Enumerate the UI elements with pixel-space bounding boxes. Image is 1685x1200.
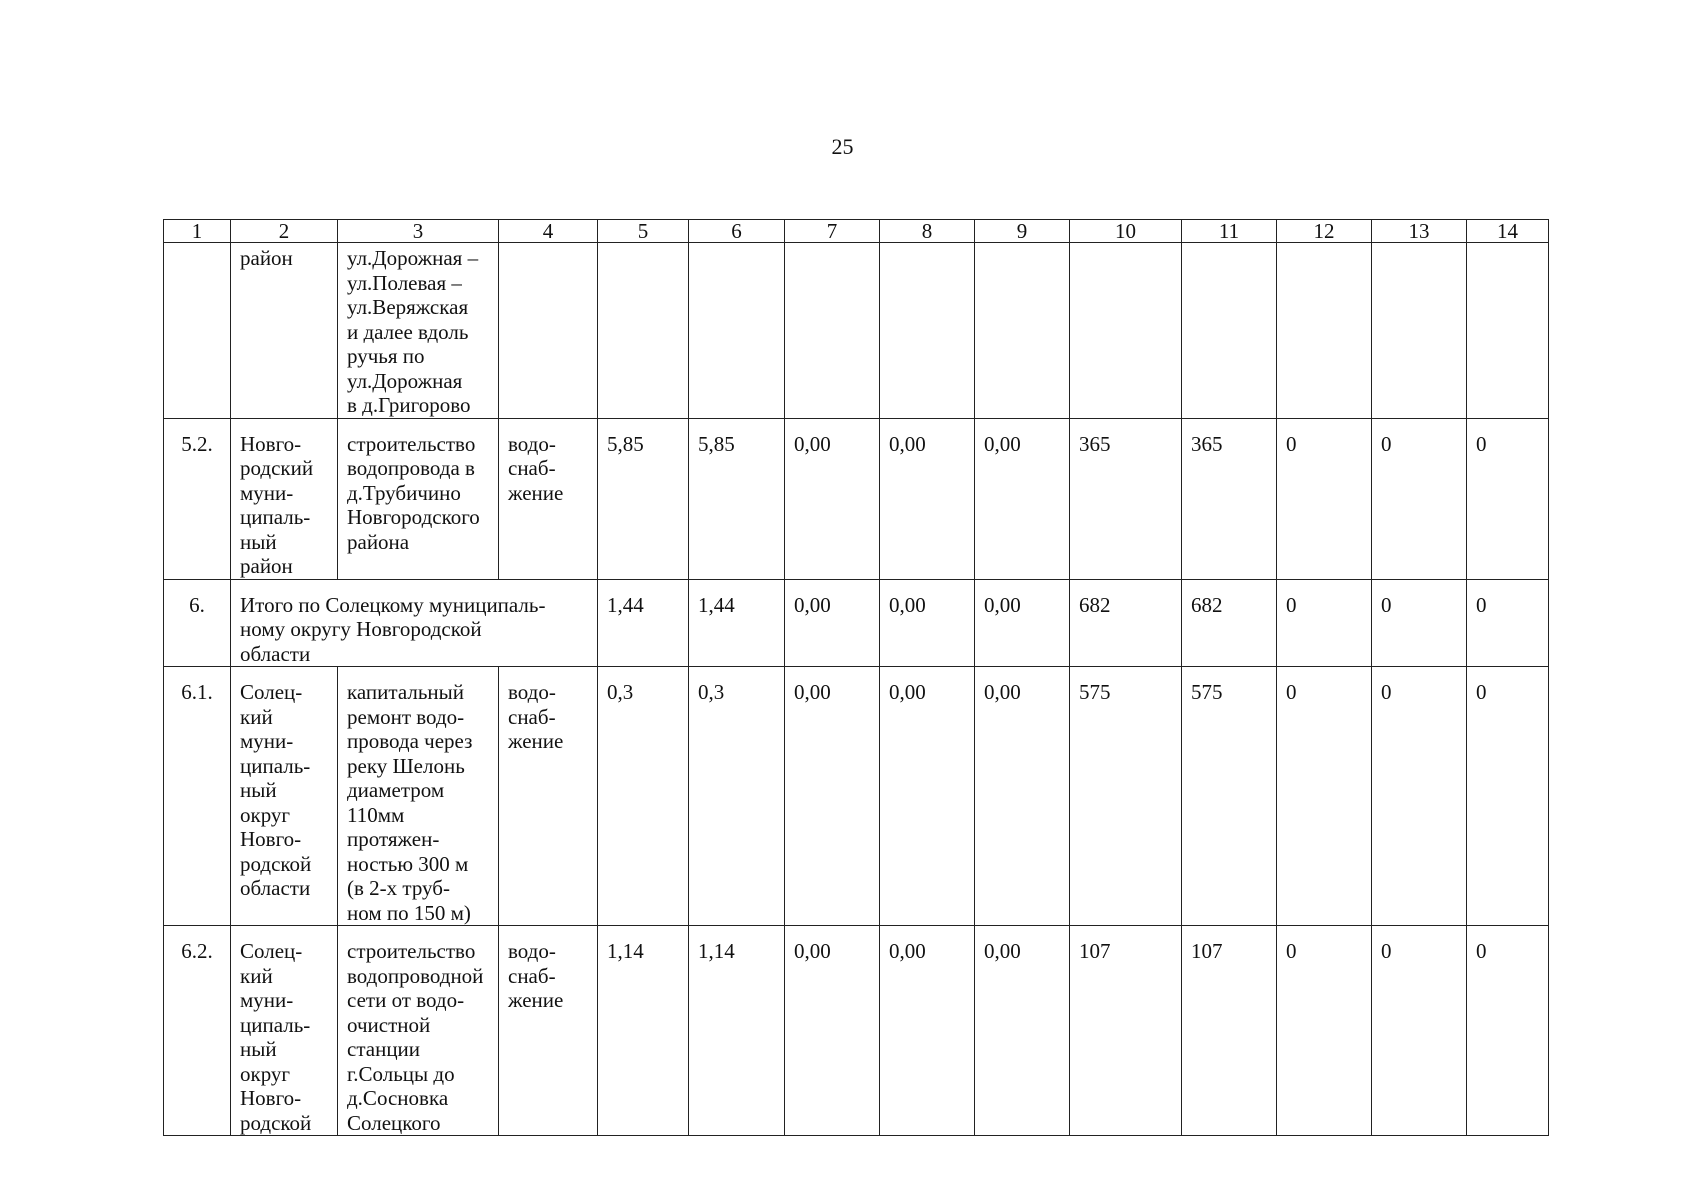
col-14-cell: 0: [1467, 579, 1549, 667]
column-number-cell: 11: [1182, 220, 1277, 243]
col-8-cell: 0,00: [880, 418, 975, 579]
col-10-cell: 682: [1070, 579, 1182, 667]
col-11-cell: 682: [1182, 579, 1277, 667]
table-row: [164, 579, 1549, 667]
column-number-cell: 14: [1467, 220, 1549, 243]
col-14-cell: 0: [1467, 926, 1549, 1136]
column-number-cell: 8: [880, 220, 975, 243]
col-9-cell: 0,00: [975, 418, 1070, 579]
budget-table: [163, 219, 1549, 1136]
col-14-cell: [1467, 243, 1549, 419]
col-13-cell: 0: [1372, 579, 1467, 667]
col-8-cell: 0,00: [880, 579, 975, 667]
col-6-cell: [689, 243, 785, 419]
col-5-cell: [598, 243, 689, 419]
col-number-cell: 6.2.: [164, 926, 231, 1136]
table-row: [164, 243, 1549, 419]
column-number-cell: 9: [975, 220, 1070, 243]
column-number-cell: 4: [499, 220, 598, 243]
column-number-cell: 1: [164, 220, 231, 243]
col-7-cell: 0,00: [785, 926, 880, 1136]
column-number-cell: 7: [785, 220, 880, 243]
col-7-cell: [785, 243, 880, 419]
col-10-cell: [1070, 243, 1182, 419]
col-11-cell: 575: [1182, 667, 1277, 926]
col-object-cell: капитальный ремонт водо- провода через реку Шелонь диаметром 110мм протяжен- ностью 300 м (в 2-х труб- ном по 150 м): [338, 667, 499, 926]
table-row: [164, 926, 1549, 1136]
col-14-cell: 0: [1467, 667, 1549, 926]
table-header-row: [164, 220, 1549, 243]
col-13-cell: 0: [1372, 418, 1467, 579]
col-6-cell: 1,44: [689, 579, 785, 667]
col-9-cell: 0,00: [975, 667, 1070, 926]
col-12-cell: 0: [1277, 418, 1372, 579]
column-number-cell: 10: [1070, 220, 1182, 243]
page-number: 25: [831, 134, 854, 159]
col-7-cell: 0,00: [785, 418, 880, 579]
col-number-cell: 5.2.: [164, 418, 231, 579]
col-7-cell: 0,00: [785, 579, 880, 667]
col-14-cell: 0: [1467, 418, 1549, 579]
col-6-cell: 0,3: [689, 667, 785, 926]
col-12-cell: [1277, 243, 1372, 419]
col-8-cell: [880, 243, 975, 419]
col-object-cell: ул.Дорожная – ул.Полевая – ул.Веряжская и далее вдоль ручья по ул.Дорожная в д.Григорово: [338, 243, 499, 419]
col-8-cell: 0,00: [880, 926, 975, 1136]
col-9-cell: 0,00: [975, 926, 1070, 1136]
col-9-cell: [975, 243, 1070, 419]
col-6-cell: 5,85: [689, 418, 785, 579]
col-9-cell: 0,00: [975, 579, 1070, 667]
column-number-cell: 3: [338, 220, 499, 243]
column-number-cell: 13: [1372, 220, 1467, 243]
col-type-cell: водо- снаб- жение: [499, 418, 598, 579]
col-10-cell: 575: [1070, 667, 1182, 926]
col-5-cell: 5,85: [598, 418, 689, 579]
column-number-cell: 5: [598, 220, 689, 243]
col-13-cell: 0: [1372, 926, 1467, 1136]
col-municipality-cell: Новго- родский муни- ципаль- ный район: [231, 418, 338, 579]
col-5-cell: 0,3: [598, 667, 689, 926]
col-number-cell: [164, 243, 231, 419]
col-12-cell: 0: [1277, 926, 1372, 1136]
table-row: [164, 667, 1549, 926]
col-object-cell: строительство водопроводной сети от водо- очистной станции г.Сольцы до д.Сосновка Солецкого: [338, 926, 499, 1136]
total-label-cell: Итого по Солецкому муниципаль- ному округу Новгородской области: [231, 579, 598, 667]
col-8-cell: 0,00: [880, 667, 975, 926]
col-municipality-cell: Солец- кий муни- ципаль- ный округ Новго- родской области: [231, 667, 338, 926]
col-12-cell: 0: [1277, 667, 1372, 926]
col-number-cell: 6.1.: [164, 667, 231, 926]
col-5-cell: 1,14: [598, 926, 689, 1136]
col-11-cell: 365: [1182, 418, 1277, 579]
col-12-cell: 0: [1277, 579, 1372, 667]
col-municipality-cell: район: [231, 243, 338, 419]
col-13-cell: 0: [1372, 667, 1467, 926]
col-number-cell: 6.: [164, 579, 231, 667]
col-10-cell: 365: [1070, 418, 1182, 579]
col-municipality-cell: Солец- кий муни- ципаль- ный округ Новго- родской: [231, 926, 338, 1136]
col-13-cell: [1372, 243, 1467, 419]
col-7-cell: 0,00: [785, 667, 880, 926]
table-row: [164, 418, 1549, 579]
column-number-cell: 6: [689, 220, 785, 243]
column-number-cell: 12: [1277, 220, 1372, 243]
column-number-cell: 2: [231, 220, 338, 243]
col-type-cell: [499, 243, 598, 419]
col-11-cell: [1182, 243, 1277, 419]
col-10-cell: 107: [1070, 926, 1182, 1136]
col-object-cell: строительство водопровода в д.Трубичино Новгородского района: [338, 418, 499, 579]
col-11-cell: 107: [1182, 926, 1277, 1136]
col-6-cell: 1,14: [689, 926, 785, 1136]
col-type-cell: водо- снаб- жение: [499, 667, 598, 926]
col-type-cell: водо- снаб- жение: [499, 926, 598, 1136]
col-5-cell: 1,44: [598, 579, 689, 667]
